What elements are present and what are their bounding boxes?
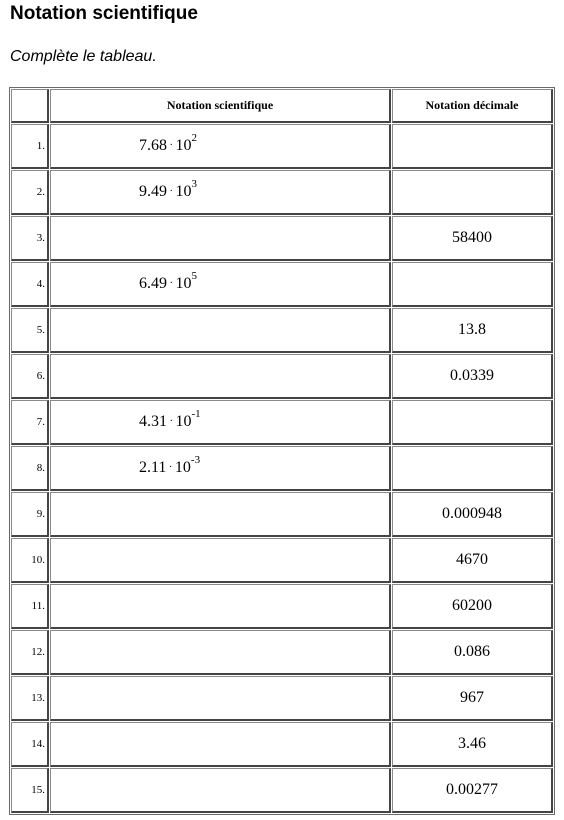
table-row [11,492,553,537]
row-number: 8. [11,446,49,491]
multiply-dot: . [170,413,173,424]
multiply-dot: . [169,459,172,470]
exponent: -3 [190,454,201,466]
scientific-notation-cell[interactable] [50,216,391,261]
table-row [11,446,553,491]
instruction-text: Complète le tableau. [10,48,157,65]
mantissa: 4.31 [139,413,167,430]
scientific-notation-cell[interactable] [50,124,391,169]
scientific-notation-cell[interactable] [50,630,391,675]
decimal-notation-cell[interactable] [392,124,553,169]
mantissa: 6.49 [139,275,167,292]
base: 10 [175,275,192,292]
table-row [11,308,553,353]
table-row [11,262,553,307]
table-row [11,722,553,767]
mantissa: 2.11 [139,459,167,476]
exponent: 5 [191,270,197,282]
mantissa: 7.68 [139,137,167,154]
scientific-notation-cell[interactable] [50,492,391,537]
decimal-notation-cell[interactable]: 0.086 [392,630,553,675]
row-number: 7. [11,400,49,445]
table-row [11,584,553,629]
decimal-notation-cell[interactable]: 4670 [392,538,553,583]
decimal-notation-cell[interactable]: 967 [392,676,553,721]
base: 10 [174,459,191,476]
table-row [11,538,553,583]
table-header-row [11,89,553,123]
row-number: 2. [11,170,49,215]
multiply-dot: . [170,137,173,148]
decimal-notation-cell[interactable]: 0.00277 [392,768,553,813]
exponent: 3 [191,178,197,190]
multiply-dot: . [170,275,173,286]
row-number: 13. [11,676,49,721]
scientific-notation-cell[interactable] [50,170,391,215]
row-number: 14. [11,722,49,767]
decimal-notation-cell[interactable]: 13.8 [392,308,553,353]
header-scientific: Notation scientifique [50,89,391,123]
scientific-notation-cell[interactable] [50,262,391,307]
table-row [11,768,553,813]
notation-table [9,87,555,815]
table-row [11,354,553,399]
table-row [11,170,553,215]
table-row [11,216,553,261]
decimal-notation-cell[interactable]: 3.46 [392,722,553,767]
scientific-notation-cell[interactable] [50,538,391,583]
base: 10 [175,137,192,154]
row-number: 12. [11,630,49,675]
row-number: 11. [11,584,49,629]
table-row [11,630,553,675]
row-number: 15. [11,768,49,813]
header-number-cell [11,89,49,123]
decimal-notation-cell[interactable] [392,262,553,307]
decimal-notation-cell[interactable] [392,170,553,215]
scientific-notation-cell[interactable] [50,768,391,813]
scientific-notation-cell[interactable] [50,400,391,445]
scientific-notation-cell[interactable] [50,584,391,629]
table-row [11,400,553,445]
row-number: 1. [11,124,49,169]
table-body [11,89,553,813]
exponent: -1 [191,408,201,420]
decimal-notation-cell[interactable] [392,446,553,491]
row-number: 3. [11,216,49,261]
table-row [11,676,553,721]
scientific-notation-cell[interactable] [50,446,391,491]
scientific-notation-cell[interactable] [50,676,391,721]
base: 10 [175,183,192,200]
row-number: 5. [11,308,49,353]
page-title: Notation scientifique [10,3,198,24]
row-number: 4. [11,262,49,307]
decimal-notation-cell[interactable]: 60200 [392,584,553,629]
row-number: 9. [11,492,49,537]
row-number: 6. [11,354,49,399]
multiply-dot: . [170,183,173,194]
header-decimal: Notation décimale [392,89,553,123]
exponent: 2 [191,132,197,144]
mantissa: 9.49 [139,183,167,200]
base: 10 [175,413,192,430]
row-number: 10. [11,538,49,583]
scientific-notation-cell[interactable] [50,354,391,399]
scientific-notation-cell[interactable] [50,722,391,767]
scientific-notation-cell[interactable] [50,308,391,353]
table-row [11,124,553,169]
decimal-notation-cell[interactable]: 0.000948 [392,492,553,537]
decimal-notation-cell[interactable]: 58400 [392,216,553,261]
decimal-notation-cell[interactable]: 0.0339 [392,354,553,399]
decimal-notation-cell[interactable] [392,400,553,445]
